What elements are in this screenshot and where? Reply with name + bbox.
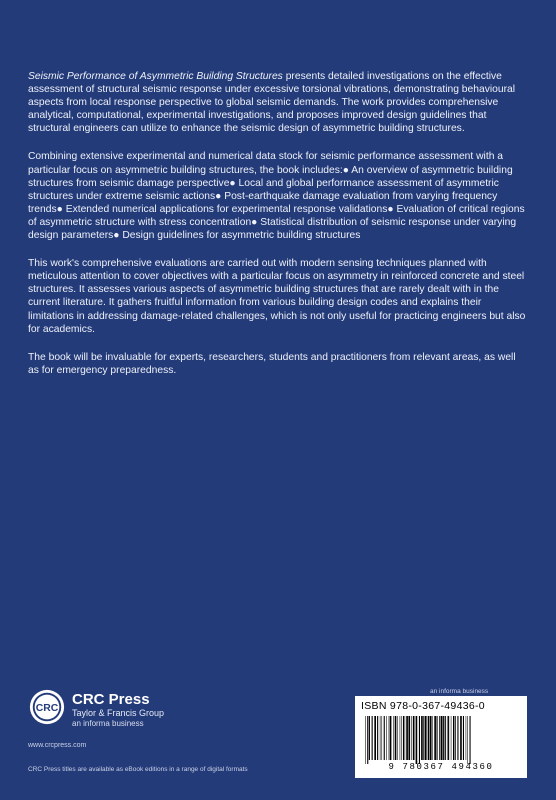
barcode-bar: [372, 716, 373, 760]
barcode-bar: [408, 716, 410, 760]
back-cover-description: [28, 70, 528, 392]
barcode-bar: [451, 716, 452, 760]
barcode-bar: [453, 716, 454, 760]
book-title-inline: Seismic Performance of Asymmetric Building Structures: [28, 71, 283, 82]
barcode-bar: [369, 716, 370, 760]
barcode-bar: [463, 716, 464, 760]
barcode-bar: [395, 716, 397, 760]
publisher-division: an informa business: [72, 719, 144, 728]
barcode-bar: [457, 716, 458, 760]
barcode-bar: [430, 716, 432, 760]
description-paragraph-1: [28, 70, 528, 135]
barcode-bar: [405, 716, 406, 760]
barcode-bar: [439, 716, 440, 760]
barcode-bar: [470, 716, 471, 764]
barcode-bar: [460, 716, 462, 760]
barcode-bar: [403, 716, 404, 760]
publisher-name: CRC Press: [72, 691, 150, 708]
order-tag: an informa business: [430, 688, 489, 695]
barcode-bar: [434, 716, 436, 760]
barcode-bar: [441, 716, 443, 760]
isbn-label: ISBN 978-0-367-49436-0: [361, 700, 485, 712]
description-paragraph-3: This work's comprehensive evaluations are carried out with modern sensing techniques planned with meticulous attention to cover objectives with a particular focus on asymmetry in reinforced concrete and steel structures. It assesses various aspects of asymmetric building structures that are rarely dealt with in the current literature. It gathers fruitful information from various building design codes and explains their limitations in addressing damage-related challenges, which is not only useful for practicing engineers but also for academics.: [28, 258, 526, 335]
barcode-bar: [447, 716, 448, 760]
barcode-bar: [413, 716, 415, 760]
isbn-digits: 9 780367 494360: [388, 762, 494, 772]
barcode-bar: [397, 716, 398, 760]
description-paragraph-1-text: presents detailed investigations on the effective assessment of structural seismic response under excessive torsional vibrations, demonstrating behavioural aspects from local response perspective to global seismic demands. The work provides comprehensive analytical, computational, experimental investigations, and proposes improved design guidelines that structural engineers can utilize to enhance the seismic design of asymmetric building structures.: [28, 71, 516, 135]
barcode-bar: [448, 716, 449, 760]
barcode-bar: [455, 716, 456, 760]
barcode-bar: [411, 716, 412, 760]
publisher-group: Taylor & Francis Group: [72, 708, 165, 718]
description-paragraph-2: Combining extensive experimental and numerical data stock for seismic performance assessment with a particular focus on asymmetric building structures, the book includes:● An overview of asymmetric building structures from seismic damage perspective● Local and global performance assessment of asymmetric structures under extreme seismic actions● Post-earthquake damage evaluation from varying frequency trends● Extended numerical applications for experimental response validations● Evaluation of critical regions of asymmetric structure with stress concentration● Statistical distribution of seismic response under varying design parameters● Design guidelines for asymmetric building structures: [28, 151, 525, 242]
barcode-bar: [393, 716, 394, 760]
barcode-bar: [365, 716, 366, 764]
barcode-bar: [390, 716, 392, 760]
barcode-bar: [384, 716, 385, 760]
barcode-bar: [401, 716, 402, 760]
barcode-bar: [380, 716, 381, 760]
barcode-bar: [467, 716, 468, 764]
barcode-bar: [377, 716, 378, 760]
barcode-bar: [421, 716, 423, 760]
barcode-bar: [386, 716, 387, 760]
description-paragraph-4: The book will be invaluable for experts, researchers, students and practitioners from relevant areas, as well as for emergency preparedness.: [28, 351, 516, 376]
barcode-bar: [406, 716, 408, 760]
barcode-bar: [416, 716, 418, 764]
barcode-bar: [445, 716, 446, 760]
ebook-note: CRC Press titles are available as eBook editions in a range of digital formats: [28, 766, 248, 773]
barcode-bar: [419, 716, 420, 764]
barcode-bar: [425, 716, 427, 760]
publisher-block: [28, 688, 288, 778]
barcode-bar: [382, 716, 383, 760]
crc-press-logo-icon: [28, 688, 66, 726]
isbn-barcode-block: [355, 696, 527, 778]
svg-text:CRC: CRC: [35, 702, 59, 714]
barcode-bar: [423, 716, 424, 760]
barcode-bar: [374, 716, 376, 760]
barcode-icon: [361, 716, 521, 764]
barcode-bar: [367, 716, 368, 764]
barcode-bar: [437, 716, 438, 760]
barcode-bar: [432, 716, 433, 760]
barcode-bar: [400, 716, 401, 760]
barcode-bar: [443, 716, 444, 760]
barcode-bar: [466, 716, 467, 760]
publisher-url[interactable]: www.crcpress.com: [28, 742, 87, 749]
barcode-bar: [428, 716, 430, 760]
barcode-bar: [389, 716, 390, 760]
publisher-name-block: [72, 692, 164, 729]
